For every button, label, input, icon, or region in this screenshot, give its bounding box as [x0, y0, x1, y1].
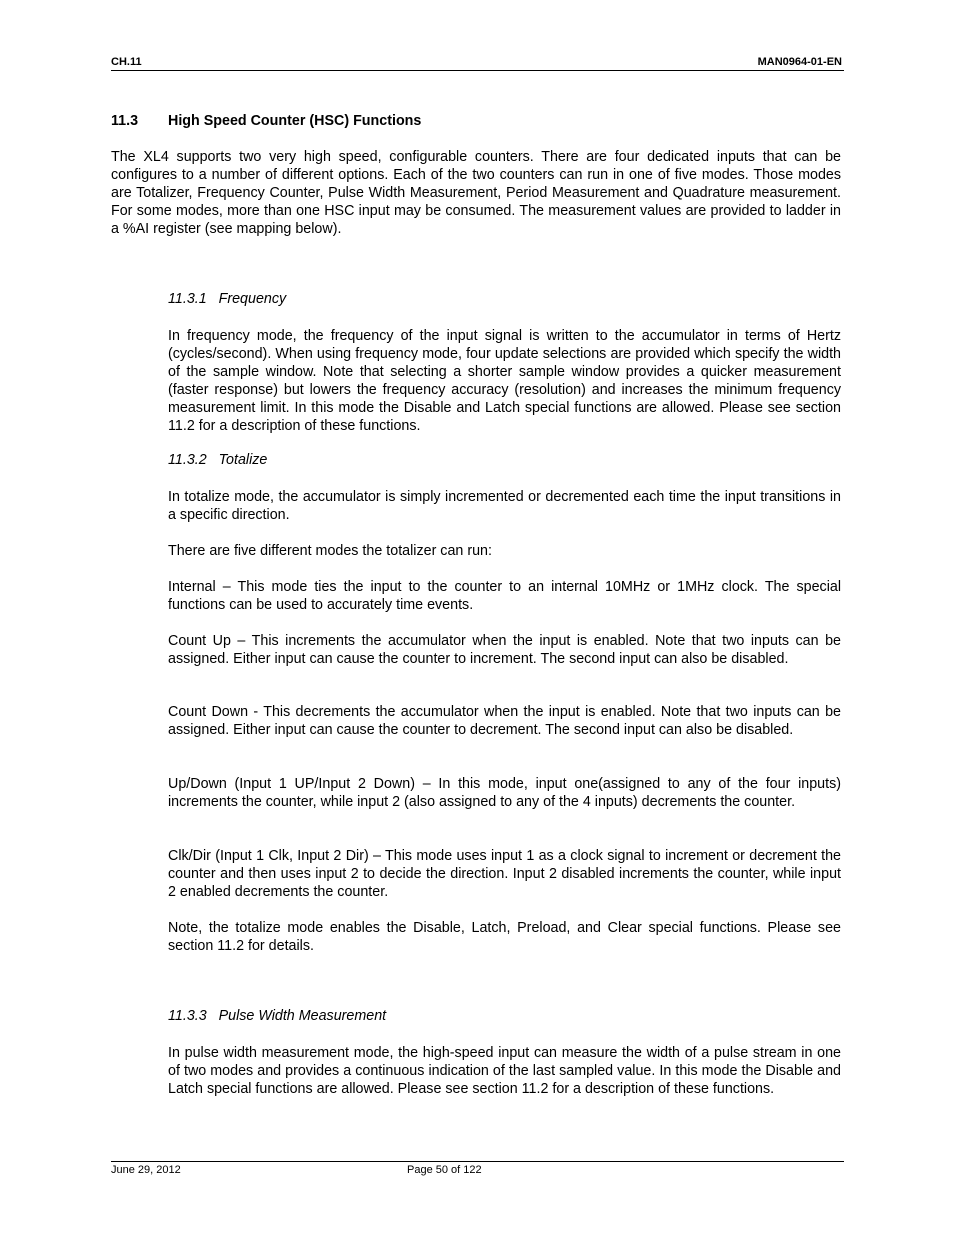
pulse-width-body: In pulse width measurement mode, the high-speed input can measure the width of a pulse stream in one of two modes and provides a continuous indication of the last sampled value. In this mode the Disable and Latch special functions are allowed. Please see section 11.2 for a description of these functions. — [168, 1045, 841, 1097]
footer-date: June 29, 2012 — [111, 1164, 181, 1176]
totalize-clk-dir-mode: Clk/Dir (Input 1 Clk, Input 2 Dir) – This mode uses input 1 as a clock signal to increment or decrement the counter and then uses input 2 to decide the direction. Input 2 disabled increments the counter, while input 2 enabled decrements the counter. — [168, 848, 841, 900]
totalize-intro: In totalize mode, the accumulator is simply incremented or decremented each time the input transitions in a specific direction. — [168, 489, 841, 523]
totalize-count-down-mode: Count Down - This decrements the accumulator when the input is enabled. Note that two inputs can be assigned. Either input can cause the counter to decrement. The second input can also be disabled. — [168, 704, 841, 738]
pulse-width-heading: 11.3.3 Pulse Width Measurement — [168, 1008, 387, 1024]
header-chapter: CH.11 — [111, 56, 142, 68]
frequency-heading: 11.3.1 Frequency — [168, 291, 287, 307]
footer-page-number: Page 50 of 122 — [407, 1164, 482, 1176]
footer-rule — [111, 1161, 844, 1162]
frequency-body: In frequency mode, the frequency of the input signal is written to the accumulator in terms of Hertz (cycles/second). When using frequency mode, four update selections are provided which specify the width of the sample window. Note that selecting a shorter sample window provides a quicker measurement (faster response) but lowers the frequency accuracy (resolution) and increases the minimum frequency measurement limit. In this mode the Disable and Latch special functions are allowed. Please see section 11.2 for a description of these functions. — [168, 328, 841, 434]
totalize-count-up-mode: Count Up – This increments the accumulator when the input is enabled. Note that two inputs can be assigned. Either input can cause the counter to increment. The second input can also be disabled. — [168, 633, 841, 667]
section-number: 11.3 — [111, 113, 139, 129]
header-doc-id: MAN0964-01-EN — [757, 56, 842, 68]
section-title: High Speed Counter (HSC) Functions — [168, 113, 422, 129]
totalize-heading: 11.3.2 Totalize — [168, 452, 268, 468]
header-rule — [111, 70, 844, 71]
totalize-note: Note, the totalize mode enables the Disable, Latch, Preload, and Clear special functions. Please see section 11.2 for details. — [168, 920, 841, 954]
section-intro: The XL4 supports two very high speed, configurable counters. There are four dedicated inputs that can be configures to a number of different options. Each of the two counters can run in one of five modes. Those modes are Totalizer, Frequency Counter, Pulse Width Measurement, Period Measurement and Quadrature measurement. For some modes, more than one HSC input may be consumed. The measurement values are provided to ladder in a %AI register (see mapping below). — [111, 149, 841, 237]
totalize-internal-mode: Internal – This mode ties the input to the counter to an internal 10MHz or 1MHz clock. The special functions can be used to accurately time events. — [168, 579, 841, 613]
totalize-up-down-mode: Up/Down (Input 1 UP/Input 2 Down) – In this mode, input one(assigned to any of the four inputs) increments the counter, while input 2 (also assigned to any of the 4 inputs) decrements the counter. — [168, 776, 841, 810]
totalize-modes-lead: There are five different modes the totalizer can run: — [168, 543, 492, 559]
